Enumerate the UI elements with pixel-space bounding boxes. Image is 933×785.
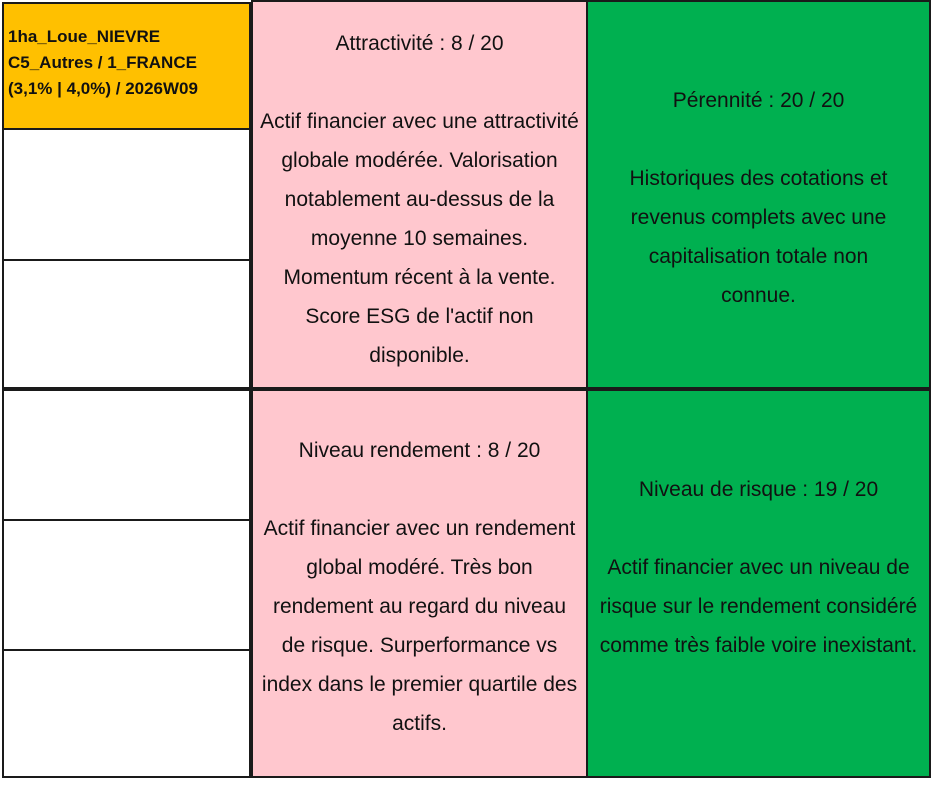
attractivite-title: Attractivité : 8 / 20: [335, 32, 504, 55]
attractivite-cell: [251, 0, 588, 389]
risque-cell: [586, 389, 931, 778]
rendement-cell: [251, 389, 588, 778]
risque-text: Actif financier avec un niveau de risque sur le rendement considéré comme très faible voire inexistant.: [599, 556, 918, 657]
rendement-title: Niveau rendement : 8 / 20: [298, 439, 541, 462]
asset-stats: (3,1% | 4,0%) / 2026W09: [8, 79, 198, 98]
perennite-cell: [586, 0, 931, 389]
empty-cell: [2, 128, 251, 261]
perennite-text: Historiques des cotations et revenus complets avec une capitalisation totale non connue.: [629, 167, 888, 307]
attractivite-text: Actif financier avec une attractivité globale modérée. Valorisation notablement au-dessus de la moyenne 10 semaines. Momentum récent à la vente. Score ESG de l'actif non disponible.: [260, 110, 579, 367]
asset-category: C5_Autres / 1_FRANCE: [8, 53, 197, 72]
asset-header: [2, 2, 251, 130]
empty-cell: [2, 259, 251, 389]
empty-cell: [2, 649, 251, 778]
empty-cell: [2, 389, 251, 521]
risque-title: Niveau de risque : 19 / 20: [638, 478, 879, 501]
asset-name: 1ha_Loue_NIEVRE: [8, 27, 161, 46]
perennite-title: Pérennité : 20 / 20: [672, 89, 845, 112]
rendement-text: Actif financier avec un rendement global modéré. Très bon rendement au regard du niveau de risque. Surperformance vs index dans le premier quartile des actifs.: [261, 517, 578, 735]
empty-cell: [2, 519, 251, 651]
